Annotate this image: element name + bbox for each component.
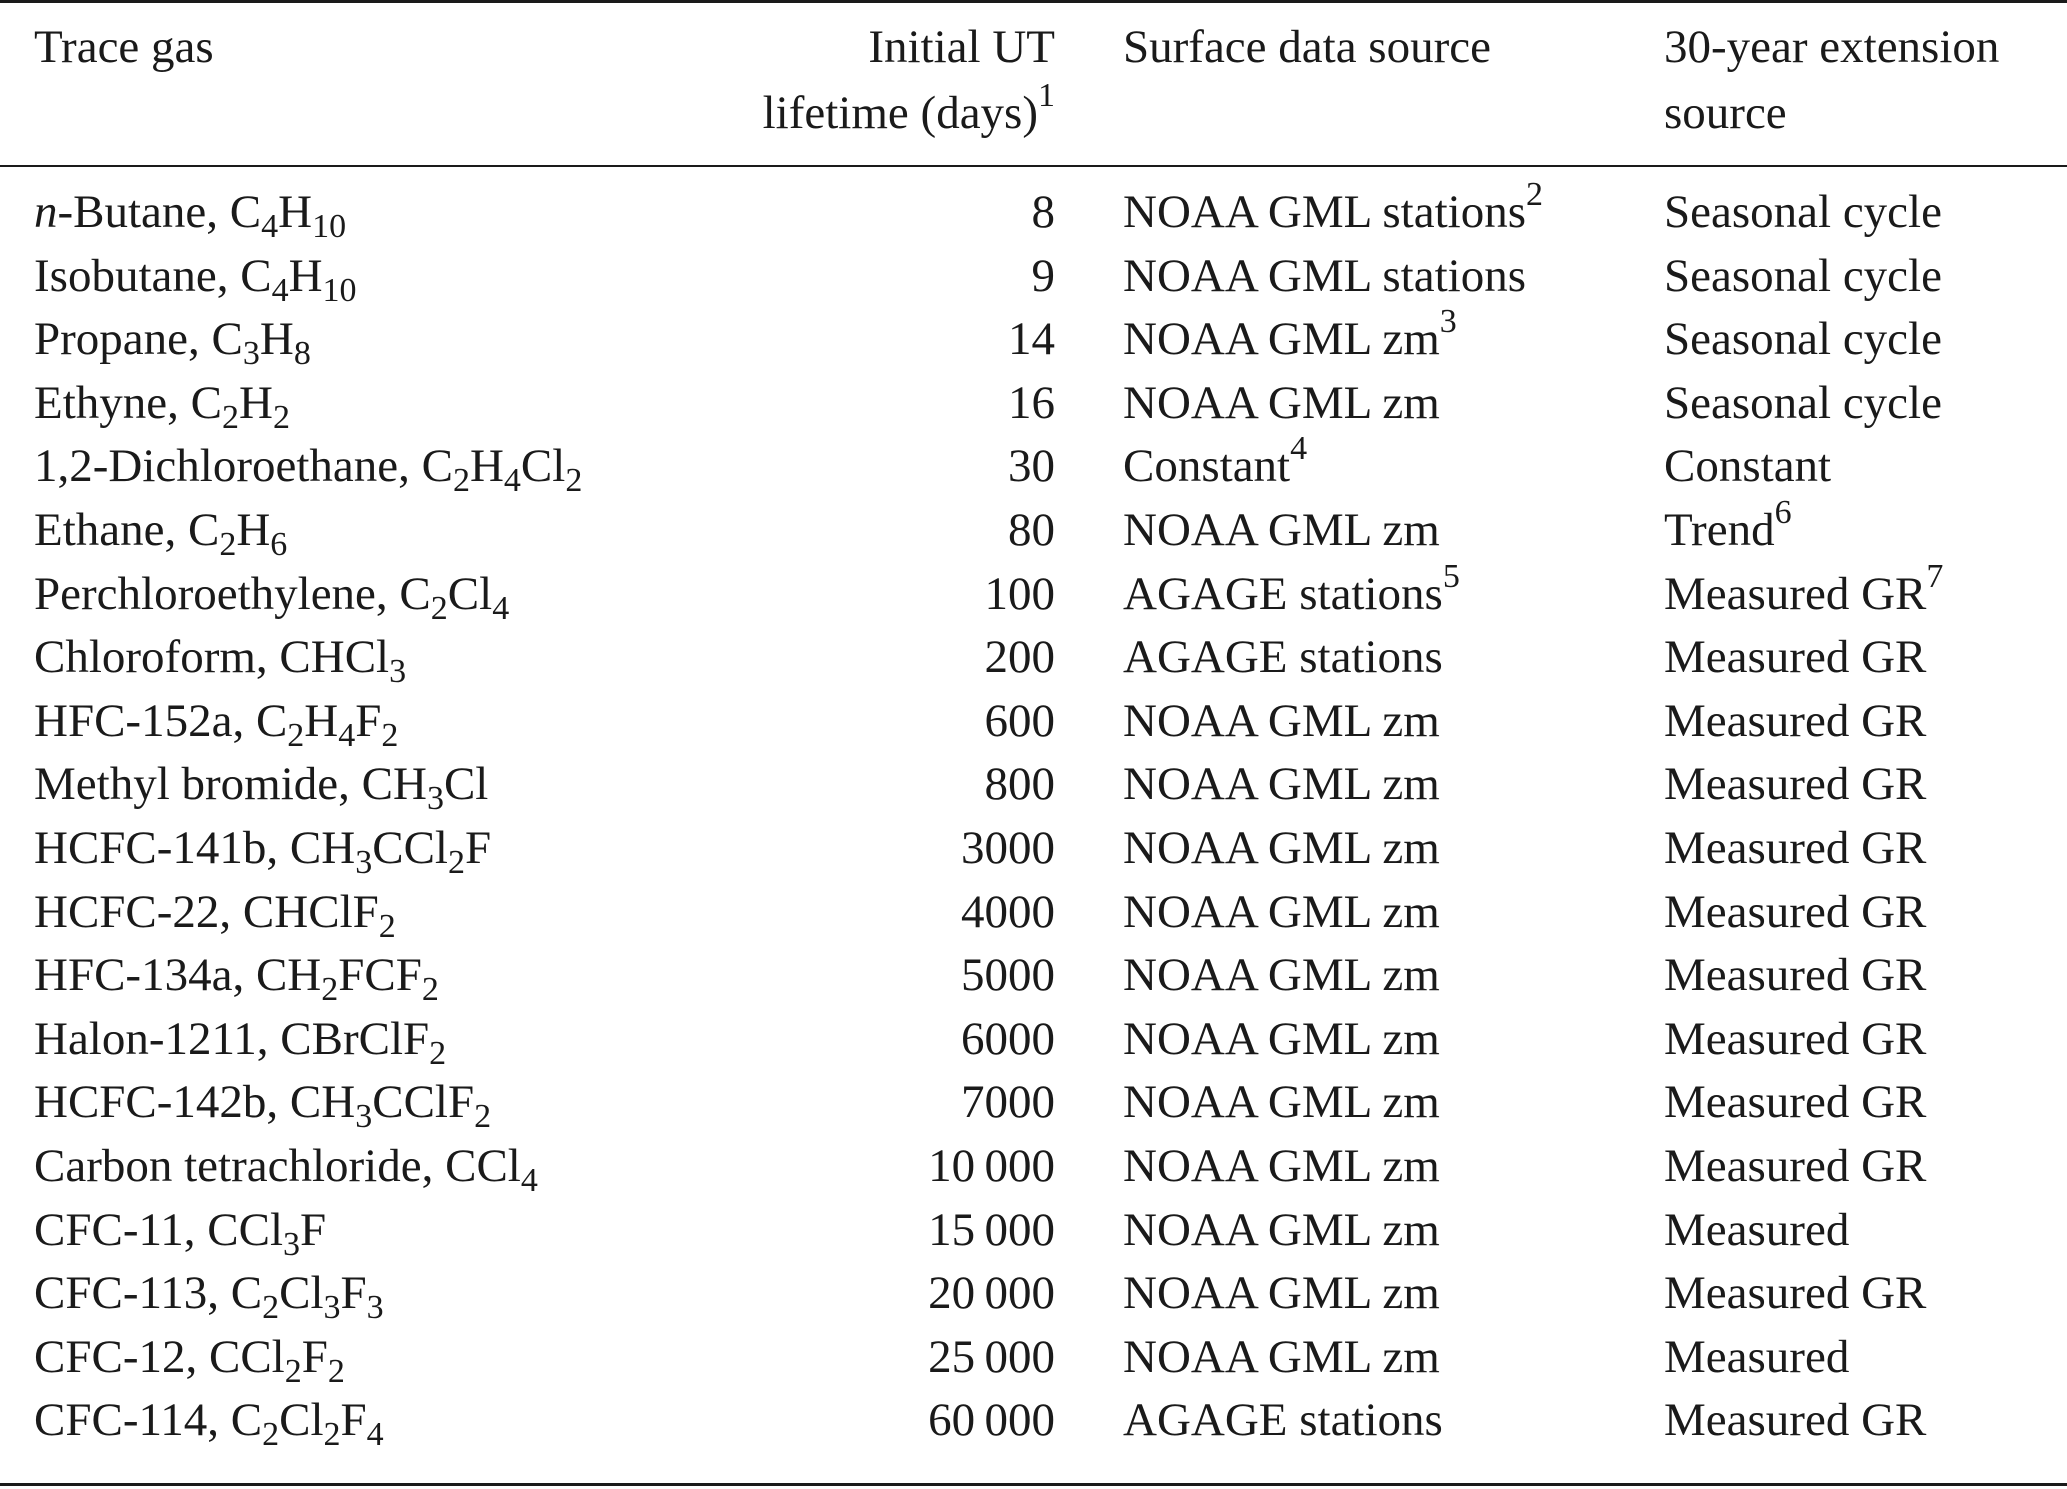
formula-subscript: 2 bbox=[474, 1098, 492, 1135]
text-segment: Measured GR bbox=[1664, 949, 1927, 1001]
cell-extension-source bbox=[1664, 558, 1944, 622]
text-segment: FCF bbox=[338, 949, 422, 1001]
formula-subscript: 6 bbox=[270, 526, 288, 563]
cell-trace-gas bbox=[34, 1392, 384, 1453]
text-segment: Measured GR bbox=[1664, 1394, 1927, 1446]
cell-trace-gas bbox=[34, 248, 357, 309]
cell-surface-source bbox=[1123, 1265, 1440, 1321]
formula-subscript: 2 bbox=[429, 1035, 447, 1072]
cell-lifetime: 6000 bbox=[961, 1013, 1055, 1065]
cell-surface-source bbox=[1123, 1138, 1440, 1194]
formula-subscript: 4 bbox=[520, 1162, 538, 1199]
header-extension-line2: source bbox=[1664, 87, 1787, 139]
cell-trace-gas bbox=[34, 1265, 384, 1326]
cell-surface-source bbox=[1123, 1329, 1440, 1385]
formula-subscript: 2 bbox=[287, 717, 305, 754]
text-segment: Cl bbox=[520, 440, 566, 492]
cell-surface-source bbox=[1123, 884, 1440, 940]
formula-subscript: 2 bbox=[381, 717, 399, 754]
text-segment: H bbox=[469, 440, 504, 492]
cell-surface-source bbox=[1123, 1392, 1443, 1448]
cell-surface-source bbox=[1123, 558, 1460, 622]
cell-lifetime: 3000 bbox=[961, 822, 1055, 874]
text-segment: Constant bbox=[1664, 440, 1832, 492]
cell-lifetime: 16 bbox=[1008, 377, 1055, 429]
cell-surface-source bbox=[1123, 430, 1308, 494]
text-segment: NOAA GML zm bbox=[1123, 504, 1440, 556]
cell-lifetime: 20 000 bbox=[928, 1267, 1055, 1319]
cell-trace-gas bbox=[34, 820, 492, 881]
cell-extension-source bbox=[1664, 1392, 1926, 1448]
text-segment: Measured GR bbox=[1664, 631, 1927, 683]
text-segment: Measured GR bbox=[1664, 886, 1927, 938]
text-segment: H bbox=[278, 186, 313, 238]
footnote-marker: 7 bbox=[1926, 558, 1944, 595]
footnote-marker: 2 bbox=[1526, 176, 1543, 213]
cell-extension-source bbox=[1664, 629, 1926, 685]
cell-lifetime: 14 bbox=[1008, 313, 1055, 365]
text-segment: NOAA GML zm bbox=[1123, 313, 1440, 365]
cell-extension-source bbox=[1664, 1329, 1849, 1385]
cell-surface-source bbox=[1123, 176, 1543, 240]
cell-lifetime: 4000 bbox=[961, 886, 1055, 938]
text-segment: CFC-11, CCl bbox=[34, 1204, 283, 1256]
text-segment: Perchloroethylene, C bbox=[34, 568, 431, 620]
cell-surface-source bbox=[1123, 248, 1526, 304]
text-segment: AGAGE stations bbox=[1123, 568, 1443, 620]
text-segment: Chloroform, CHCl bbox=[34, 631, 390, 683]
formula-subscript: 4 bbox=[271, 272, 289, 309]
footnote-marker: 4 bbox=[1290, 430, 1308, 467]
text-segment: NOAA GML zm bbox=[1123, 949, 1440, 1001]
cell-trace-gas bbox=[34, 1074, 492, 1135]
text-segment: HCFC-22, CHClF bbox=[34, 886, 379, 938]
top-rule bbox=[0, 0, 2067, 3]
text-segment: Ethyne, C bbox=[34, 377, 222, 429]
formula-subscript: 10 bbox=[312, 208, 347, 245]
text-segment: Measured GR bbox=[1664, 568, 1927, 620]
text-segment: NOAA GML zm bbox=[1123, 1267, 1440, 1319]
text-segment: Isobutane, C bbox=[34, 250, 272, 302]
text-segment: Halon-1211, CBrClF bbox=[34, 1013, 430, 1065]
formula-subscript: 2 bbox=[221, 399, 239, 436]
formula-subscript: 3 bbox=[355, 1098, 373, 1135]
cell-extension-source bbox=[1664, 756, 1926, 812]
formula-subscript: 8 bbox=[293, 335, 311, 372]
formula-subscript: 3 bbox=[389, 653, 407, 690]
text-segment: NOAA GML zm bbox=[1123, 377, 1440, 429]
cell-lifetime: 100 bbox=[984, 568, 1055, 620]
cell-extension-source bbox=[1664, 947, 1926, 1003]
text-segment: NOAA GML zm bbox=[1123, 1013, 1440, 1065]
cell-trace-gas bbox=[34, 1202, 327, 1263]
text-segment: F bbox=[355, 695, 382, 747]
text-segment: Methyl bromide, CH bbox=[34, 758, 427, 810]
text-segment: H bbox=[236, 504, 271, 556]
header-rule bbox=[0, 165, 2067, 167]
cell-lifetime: 8 bbox=[1031, 186, 1055, 238]
text-segment: Carbon tetrachloride, CCl bbox=[34, 1140, 521, 1192]
cell-trace-gas bbox=[34, 184, 347, 245]
formula-subscript: 2 bbox=[262, 1289, 280, 1326]
formula-subscript: 2 bbox=[565, 462, 583, 499]
cell-extension-source bbox=[1664, 1074, 1926, 1130]
formula-subscript: 3 bbox=[366, 1289, 384, 1326]
text-segment: AGAGE stations bbox=[1123, 631, 1443, 683]
footnote-marker: 6 bbox=[1774, 494, 1792, 531]
text-segment: HFC-152a, C bbox=[34, 695, 288, 747]
text-segment: Measured bbox=[1664, 1331, 1850, 1383]
cell-surface-source bbox=[1123, 629, 1443, 685]
formula-subscript: 3 bbox=[242, 335, 260, 372]
formula-subscript: 3 bbox=[323, 1289, 341, 1326]
cell-trace-gas bbox=[34, 1138, 538, 1199]
cell-extension-source bbox=[1664, 494, 1792, 558]
text-segment: H bbox=[288, 250, 323, 302]
cell-extension-source bbox=[1664, 375, 1942, 431]
cell-surface-source bbox=[1123, 303, 1457, 367]
text-segment: Measured GR bbox=[1664, 1076, 1927, 1128]
formula-subscript: 2 bbox=[327, 1353, 345, 1390]
text-segment: F bbox=[300, 1204, 327, 1256]
cell-lifetime: 9 bbox=[1031, 250, 1055, 302]
cell-extension-source bbox=[1664, 1202, 1849, 1258]
formula-subscript: 10 bbox=[322, 272, 357, 309]
text-segment: CCl bbox=[372, 822, 448, 874]
footnote-marker: 3 bbox=[1439, 303, 1457, 340]
cell-lifetime: 7000 bbox=[961, 1076, 1055, 1128]
cell-surface-source bbox=[1123, 375, 1440, 431]
header-trace-gas: Trace gas bbox=[34, 21, 214, 73]
text-segment: Measured GR bbox=[1664, 822, 1927, 874]
text-segment: NOAA GML zm bbox=[1123, 1204, 1440, 1256]
text-segment: NOAA GML zm bbox=[1123, 758, 1440, 810]
text-segment: H bbox=[304, 695, 339, 747]
cell-extension-source bbox=[1664, 248, 1942, 304]
text-segment: Cl bbox=[443, 758, 489, 810]
text-segment: Propane, C bbox=[34, 313, 243, 365]
text-segment: Measured GR bbox=[1664, 1013, 1927, 1065]
cell-trace-gas bbox=[34, 1329, 345, 1390]
text-segment: Measured bbox=[1664, 1204, 1850, 1256]
cell-trace-gas bbox=[34, 947, 439, 1008]
cell-lifetime: 600 bbox=[984, 695, 1055, 747]
cell-extension-source bbox=[1664, 884, 1926, 940]
text-segment: Measured GR bbox=[1664, 758, 1927, 810]
header-extension-line1: 30-year extension bbox=[1664, 21, 2000, 73]
cell-extension-source bbox=[1664, 184, 1942, 240]
text-segment: Constant bbox=[1123, 440, 1291, 492]
cell-lifetime: 200 bbox=[984, 631, 1055, 683]
cell-surface-source bbox=[1123, 1074, 1440, 1130]
formula-subscript: 4 bbox=[338, 717, 356, 754]
cell-surface-source bbox=[1123, 502, 1440, 558]
cell-surface-source bbox=[1123, 756, 1440, 812]
cell-trace-gas bbox=[34, 629, 407, 690]
formula-subscript: 2 bbox=[378, 908, 396, 945]
formula-subscript: 2 bbox=[272, 399, 290, 436]
text-segment: -Butane, C bbox=[57, 186, 262, 238]
cell-extension-source bbox=[1664, 438, 1831, 494]
formula-subscript: 2 bbox=[323, 1416, 341, 1453]
footnote-marker: 5 bbox=[1442, 558, 1460, 595]
text-segment: NOAA GML zm bbox=[1123, 1140, 1440, 1192]
formula-subscript: 3 bbox=[283, 1226, 300, 1263]
formula-subscript: 2 bbox=[284, 1353, 302, 1390]
formula-subscript: 3 bbox=[355, 844, 373, 881]
text-segment: CClF bbox=[372, 1076, 475, 1128]
text-segment: H bbox=[238, 377, 273, 429]
text-segment: NOAA GML zm bbox=[1123, 822, 1440, 874]
text-segment: CFC-113, C bbox=[34, 1267, 263, 1319]
cell-trace-gas bbox=[34, 502, 288, 563]
text-segment: Measured GR bbox=[1664, 1267, 1927, 1319]
cell-extension-source bbox=[1664, 1265, 1926, 1321]
formula-subscript: 2 bbox=[421, 971, 439, 1008]
cell-surface-source bbox=[1123, 820, 1440, 876]
cell-trace-gas bbox=[34, 311, 311, 372]
text-segment: NOAA GML stations bbox=[1123, 186, 1526, 238]
formula-subscript: 2 bbox=[321, 971, 339, 1008]
cell-extension-source bbox=[1664, 820, 1926, 876]
text-segment: Seasonal cycle bbox=[1664, 186, 1942, 238]
formula-subscript: 4 bbox=[366, 1416, 384, 1453]
text-segment: Seasonal cycle bbox=[1664, 377, 1942, 429]
cell-lifetime: 60 000 bbox=[928, 1394, 1055, 1446]
cell-lifetime: 25 000 bbox=[928, 1331, 1055, 1383]
header-lifetime-text: lifetime (days) bbox=[762, 87, 1038, 139]
header-lifetime-line2 bbox=[762, 77, 1055, 146]
bottom-rule bbox=[0, 1483, 2067, 1486]
text-segment: F bbox=[301, 1331, 328, 1383]
cell-trace-gas bbox=[34, 693, 399, 754]
text-segment: F bbox=[340, 1267, 367, 1319]
text-segment: NOAA GML zm bbox=[1123, 1076, 1440, 1128]
header-lifetime-footnote: 1 bbox=[1038, 77, 1055, 114]
cell-extension-source bbox=[1664, 1138, 1926, 1194]
formula-subscript: 4 bbox=[261, 208, 279, 245]
formula-subscript: 2 bbox=[219, 526, 237, 563]
formula-subscript: 4 bbox=[503, 462, 521, 499]
cell-extension-source bbox=[1664, 311, 1942, 367]
formula-subscript: 2 bbox=[262, 1416, 280, 1453]
cell-surface-source bbox=[1123, 693, 1440, 749]
text-segment: Ethane, C bbox=[34, 504, 220, 556]
header-lifetime-line1: Initial UT bbox=[868, 21, 1055, 73]
text-segment: Trend bbox=[1664, 504, 1775, 556]
cell-extension-source bbox=[1664, 693, 1926, 749]
cell-trace-gas bbox=[34, 884, 396, 945]
cell-trace-gas bbox=[34, 438, 583, 499]
cell-surface-source bbox=[1123, 1202, 1440, 1258]
text-segment: HFC-134a, CH bbox=[34, 949, 322, 1001]
cell-surface-source bbox=[1123, 947, 1440, 1003]
cell-surface-source bbox=[1123, 1011, 1440, 1067]
cell-trace-gas bbox=[34, 756, 489, 817]
cell-lifetime: 5000 bbox=[961, 949, 1055, 1001]
cell-trace-gas bbox=[34, 375, 290, 436]
cell-lifetime: 15 000 bbox=[928, 1204, 1055, 1256]
text-segment: Seasonal cycle bbox=[1664, 250, 1942, 302]
text-segment: Measured GR bbox=[1664, 1140, 1927, 1192]
header-surface-source: Surface data source bbox=[1123, 21, 1491, 73]
text-segment: Measured GR bbox=[1664, 695, 1927, 747]
formula-subscript: 2 bbox=[448, 844, 465, 881]
cell-trace-gas bbox=[34, 1011, 447, 1072]
text-segment: HCFC-141b, CH bbox=[34, 822, 356, 874]
formula-subscript: 2 bbox=[452, 462, 470, 499]
cell-lifetime: 10 000 bbox=[928, 1140, 1055, 1192]
formula-subscript: 3 bbox=[426, 780, 444, 817]
text-segment: CFC-12, CCl bbox=[34, 1331, 285, 1383]
text-segment: CFC-114, C bbox=[34, 1394, 263, 1446]
text-segment: NOAA GML zm bbox=[1123, 695, 1440, 747]
text-segment: NOAA GML zm bbox=[1123, 1331, 1440, 1383]
text-segment: HCFC-142b, CH bbox=[34, 1076, 356, 1128]
formula-subscript: 2 bbox=[430, 590, 448, 627]
text-segment: Seasonal cycle bbox=[1664, 313, 1942, 365]
cell-lifetime: 30 bbox=[1008, 440, 1055, 492]
text-segment: NOAA GML stations bbox=[1123, 250, 1526, 302]
text-segment: NOAA GML zm bbox=[1123, 886, 1440, 938]
text-segment: Cl bbox=[279, 1267, 324, 1319]
text-segment: 1,2-Dichloroethane, C bbox=[34, 440, 453, 492]
text-segment: H bbox=[259, 313, 294, 365]
cell-trace-gas bbox=[34, 566, 510, 627]
cell-extension-source bbox=[1664, 1011, 1926, 1067]
text-segment: F bbox=[340, 1394, 367, 1446]
cell-lifetime: 80 bbox=[1008, 504, 1055, 556]
formula-subscript: 4 bbox=[492, 590, 510, 627]
text-segment: AGAGE stations bbox=[1123, 1394, 1443, 1446]
text-segment: Cl bbox=[447, 568, 493, 620]
cell-lifetime: 800 bbox=[984, 758, 1055, 810]
text-segment: Cl bbox=[279, 1394, 324, 1446]
text-segment: F bbox=[465, 822, 492, 874]
text-segment: n bbox=[34, 186, 58, 238]
